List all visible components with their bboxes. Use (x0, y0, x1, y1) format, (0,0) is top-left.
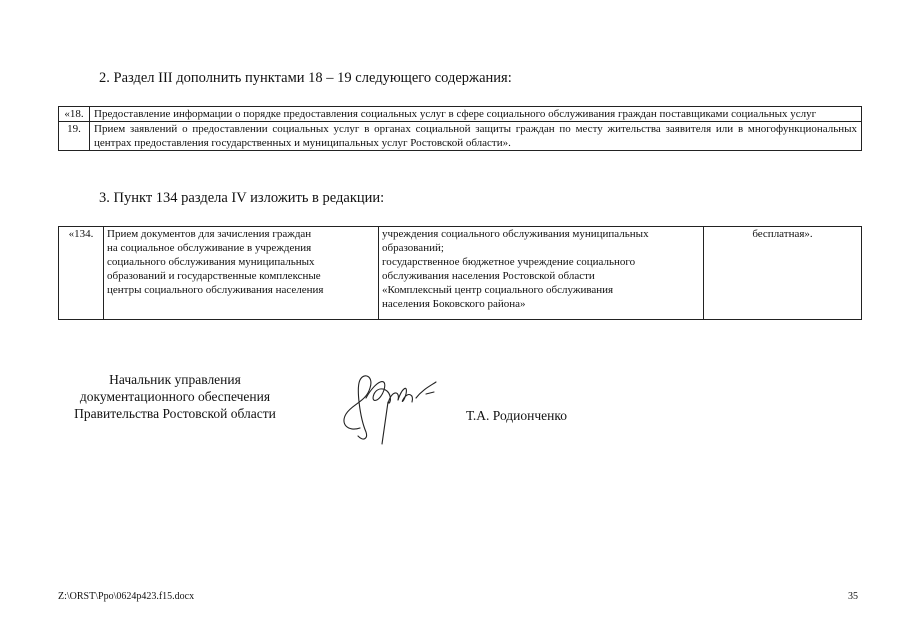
provider-line: государственное бюджетное учреждение социального (382, 256, 636, 268)
service-name-line: центры социального обслуживания населения (107, 284, 324, 296)
provider-line: населения Боковского района» (382, 298, 526, 310)
section-2-table (58, 106, 862, 151)
handwritten-signature (330, 358, 450, 448)
provider-line: учреждения социального обслуживания муниципальных (382, 228, 649, 240)
item-number: «134. (59, 227, 104, 320)
service-name-line: на социальное обслуживание в учреждения (107, 242, 312, 254)
provider-cell (379, 227, 704, 320)
table-row (59, 122, 862, 151)
page-number: 35 (848, 591, 858, 602)
signatory-title-line: Начальник управления (109, 372, 241, 387)
section-2-heading: 2. Раздел III дополнить пунктами 18 – 19 следующего содержания: (99, 70, 512, 86)
provider-line: образований; (382, 242, 444, 254)
service-name-line: Прием документов для зачисления граждан (107, 228, 312, 240)
signatory-name: Т.А. Родионченко (466, 408, 567, 423)
service-name-cell (104, 227, 379, 320)
item-number: «18. (59, 107, 90, 122)
signatory-title-line: Правительства Ростовской области (74, 406, 276, 421)
fee-cell: бесплатная». (704, 227, 862, 320)
provider-line: обслуживания населения Ростовской области (382, 270, 595, 282)
service-name-line: социального обслуживания муниципальных (107, 256, 315, 268)
table-row (59, 107, 862, 122)
table-row (59, 227, 862, 320)
provider-line: «Комплексный центр социального обслуживания (382, 284, 614, 296)
file-path: Z:\ORST\Ppo\0624p423.f15.docx (58, 591, 195, 602)
section-3-heading: 3. Пункт 134 раздела IV изложить в редакции: (99, 190, 385, 206)
item-number: 19. (59, 122, 90, 151)
item-text: Предоставление информации о порядке предоставления социальных услуг в сфере социального обслуживания граждан поставщиками социальных услуг (90, 107, 862, 122)
section-3-table (58, 226, 862, 320)
service-name-line: образований и государственные комплексные (107, 270, 321, 282)
item-text: Прием заявлений о предоставлении социальных услуг в органах социальной защиты граждан по месту жительства заявителя или в многофункциональных центрах предоставления государственных и муниципальных услуг Ростовской области». (90, 122, 862, 151)
signatory-title (55, 371, 295, 422)
signatory-title-line: документационного обеспечения (79, 389, 271, 404)
